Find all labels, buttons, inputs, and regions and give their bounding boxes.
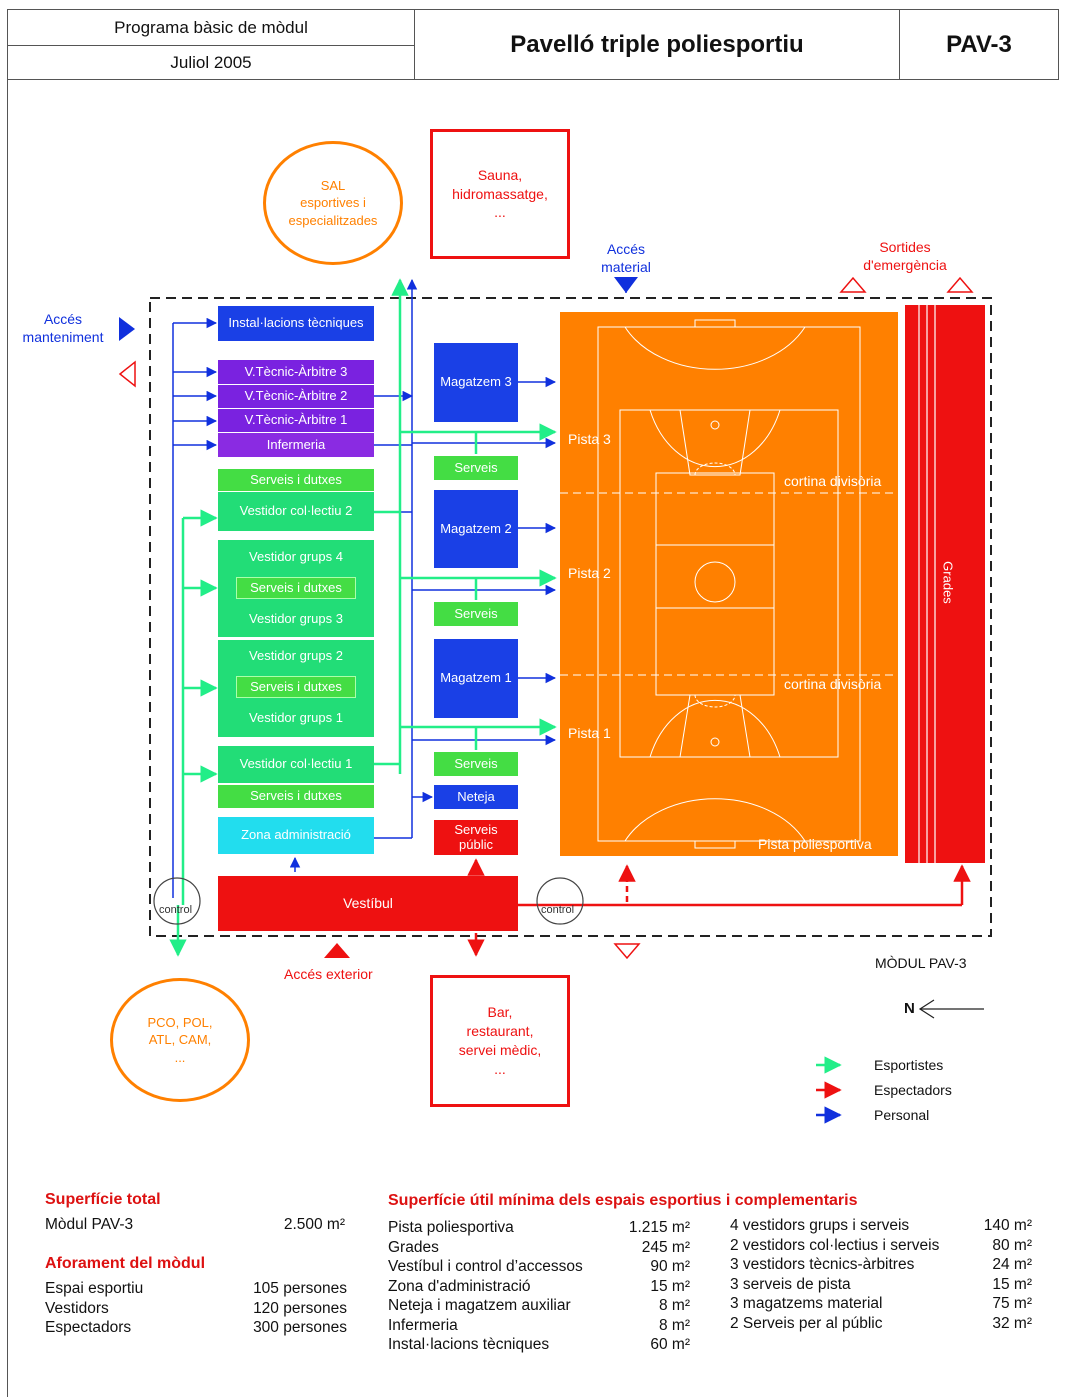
aforament-row-value: 120 persones bbox=[253, 1299, 347, 1317]
aforament-row-value: 300 persones bbox=[253, 1319, 347, 1336]
infermeria-label: Infermeria bbox=[266, 436, 326, 452]
util-row bbox=[730, 1236, 1032, 1256]
aforament-row-label: Espai esportiu bbox=[45, 1280, 144, 1297]
util-row-value: 80 m² bbox=[992, 1236, 1032, 1254]
serveis-box-1 bbox=[434, 752, 518, 776]
vestidor-col-1-box bbox=[218, 746, 374, 783]
acces-material-line-2: material bbox=[601, 258, 651, 275]
vta2-box bbox=[218, 385, 374, 408]
util-row-label: 3 vestidors tècnics-àrbitres bbox=[730, 1256, 915, 1273]
util-row-label: Pista poliesportiva bbox=[388, 1219, 514, 1236]
util-row-value: 90 m² bbox=[650, 1258, 690, 1275]
util-row bbox=[388, 1257, 690, 1277]
magatzem-1-box bbox=[434, 639, 518, 718]
vestidor-grups-2-label: Vestidor grups 2 bbox=[249, 648, 343, 663]
serveis-box-3 bbox=[434, 456, 518, 480]
neteja-label: Neteja bbox=[457, 788, 495, 804]
util-row bbox=[388, 1238, 690, 1258]
util-row-value: 8 m² bbox=[659, 1297, 690, 1314]
acces-material-triangle bbox=[614, 277, 638, 293]
pista-poliesportiva-label: Pista poliesportiva bbox=[758, 836, 872, 852]
serveis-public-line-2: públic bbox=[459, 836, 493, 852]
magatzem-3-box bbox=[434, 343, 518, 422]
aforament-row bbox=[45, 1318, 347, 1338]
vta2-label: V.Tècnic-Àrbitre 2 bbox=[244, 388, 348, 404]
magatzem-2-box bbox=[434, 490, 518, 568]
util-row-value: 8 m² bbox=[659, 1316, 690, 1334]
sortides-line-2: d'emergència bbox=[863, 256, 947, 273]
infermeria-box bbox=[218, 433, 374, 457]
superficie-total-row-label: Mòdul PAV-3 bbox=[45, 1216, 134, 1233]
superficie-util-title: Superfície útil mínima dels espais esportius i complementaris bbox=[388, 1192, 858, 1209]
bar-box bbox=[430, 975, 570, 1107]
sauna-line-3: ... bbox=[494, 204, 506, 221]
util-row-value: 24 m² bbox=[992, 1256, 1032, 1273]
util-row bbox=[730, 1255, 1032, 1275]
util-row-label: Grades bbox=[388, 1238, 439, 1256]
header-date: Juliol 2005 bbox=[170, 52, 252, 72]
util-row-value: 1.215 m² bbox=[628, 1219, 690, 1236]
vta3-label: V.Tècnic-Àrbitre 3 bbox=[244, 363, 348, 379]
serveis-dutxes-mid1-label: Serveis i dutxes bbox=[250, 579, 342, 595]
serveis-3-label: Serveis bbox=[454, 459, 498, 475]
aforament-row bbox=[45, 1299, 347, 1319]
control-label-right: control bbox=[541, 904, 575, 916]
control-label-left: control bbox=[159, 904, 193, 916]
util-row bbox=[388, 1218, 690, 1238]
aforament-row-value: 105 persones bbox=[253, 1280, 347, 1297]
util-row-value: 32 m² bbox=[992, 1314, 1032, 1332]
serveis-dutxes-box-top bbox=[218, 469, 374, 491]
bar-line-2: restaurant, bbox=[466, 1023, 534, 1040]
vta1-label: V.Tècnic-Àrbitre 1 bbox=[244, 412, 348, 428]
acces-material-line-1: Accés bbox=[606, 241, 646, 257]
vestidor-col-1-label: Vestidor col·lectiu 1 bbox=[239, 756, 353, 772]
bar-line-1: Bar, bbox=[487, 1004, 513, 1021]
util-row bbox=[730, 1275, 1032, 1295]
util-row-label: Infermeria bbox=[388, 1316, 458, 1334]
vestidor-col-2-label: Vestidor col·lectiu 2 bbox=[239, 503, 353, 519]
serveis-dutxes-top-label: Serveis i dutxes bbox=[250, 471, 342, 487]
sal-circle bbox=[263, 141, 403, 265]
util-row-label: Instal·lacions tècniques bbox=[388, 1336, 550, 1353]
module-code: PAV-3 bbox=[946, 30, 1012, 58]
serveis-dutxes-bottom-label: Serveis i dutxes bbox=[250, 788, 342, 804]
emergency-exit-triangle-bottom bbox=[615, 944, 639, 958]
superficie-util-table-left bbox=[388, 1218, 690, 1355]
superficie-total-row-value: 2.500 m² bbox=[283, 1216, 345, 1233]
util-row-label: 4 vestidors grups i serveis bbox=[730, 1217, 910, 1234]
vestidor-col-2-box bbox=[218, 492, 374, 531]
vestidor-grups-4-label: Vestidor grups 4 bbox=[249, 549, 343, 564]
util-row-value: 15 m² bbox=[650, 1277, 690, 1295]
util-row bbox=[730, 1314, 1032, 1334]
sauna-line-2: hidromassatge, bbox=[452, 185, 548, 202]
pco-line-1: PCO, POL, bbox=[147, 1014, 213, 1030]
util-row-value: 60 m² bbox=[650, 1336, 690, 1353]
util-row bbox=[388, 1316, 690, 1336]
serveis-2-label: Serveis bbox=[454, 605, 498, 621]
vta3-box bbox=[218, 360, 374, 384]
acces-material-label bbox=[594, 241, 658, 276]
sal-line-2: esportives i bbox=[300, 195, 366, 211]
neteja-box bbox=[434, 785, 518, 809]
util-row-value: 75 m² bbox=[992, 1295, 1032, 1312]
superficie-util-table-right bbox=[730, 1216, 1032, 1333]
cortina-label-top: cortina divisòria bbox=[784, 473, 882, 489]
serveis-dutxes-mid2-label: Serveis i dutxes bbox=[250, 678, 342, 694]
vestibul-box bbox=[218, 876, 518, 931]
legend-personal: Personal bbox=[874, 1107, 930, 1123]
north-label: N bbox=[904, 1000, 915, 1017]
cortina-label-bottom: cortina divisòria bbox=[784, 676, 882, 692]
util-row-label: 2 Serveis per al públic bbox=[730, 1314, 883, 1332]
pista-2-label: Pista 2 bbox=[568, 565, 611, 581]
page-title: Pavelló triple poliesportiu bbox=[510, 30, 804, 58]
util-row-label: 3 serveis de pista bbox=[730, 1275, 851, 1293]
pco-line-2: ATL, CAM, bbox=[148, 1032, 212, 1048]
aforament-title: Aforament del mòdul bbox=[45, 1255, 206, 1272]
legend-espectadors: Espectadors bbox=[874, 1082, 952, 1098]
superficie-total-title: Superfície total bbox=[45, 1191, 161, 1208]
pista-3-label: Pista 3 bbox=[568, 431, 611, 447]
util-row bbox=[388, 1335, 690, 1355]
sauna-box bbox=[430, 129, 570, 259]
util-row bbox=[388, 1277, 690, 1297]
vestidor-grups-1-label: Vestidor grups 1 bbox=[249, 710, 343, 725]
magatzem-2-label: Magatzem 2 bbox=[440, 520, 512, 536]
bar-line-4: ... bbox=[494, 1060, 506, 1077]
program-label: Programa bàsic de mòdul bbox=[114, 18, 308, 37]
installacions-label: Instal·lacions tècniques bbox=[228, 315, 364, 331]
acces-manteniment-triangle bbox=[119, 317, 135, 341]
emergency-exit-triangle-left bbox=[120, 362, 135, 386]
util-row-label: Zona d'administració bbox=[388, 1277, 531, 1295]
serveis-1-label: Serveis bbox=[454, 755, 498, 771]
personal-flow-left bbox=[173, 323, 216, 898]
aforament-row-label: Espectadors bbox=[45, 1319, 132, 1336]
aforament-table bbox=[45, 1279, 347, 1338]
sal-line-3: especialitzades bbox=[288, 212, 378, 228]
sauna-line-1: Sauna, bbox=[477, 166, 523, 183]
emergency-exit-triangle-2 bbox=[948, 278, 972, 292]
aforament-row-label: Vestidors bbox=[45, 1299, 109, 1317]
zona-administracio-label: Zona administració bbox=[241, 827, 351, 843]
installacions-tecniques-box bbox=[218, 306, 374, 341]
legend-arrows bbox=[816, 1065, 840, 1115]
util-row bbox=[388, 1296, 690, 1316]
acces-manteniment-line-2: manteniment bbox=[22, 328, 104, 345]
util-row-label: 2 vestidors col·lectius i serveis bbox=[730, 1236, 940, 1254]
serveis-dutxes-box-bottom bbox=[218, 785, 374, 808]
pista-poliesportiva-area bbox=[560, 312, 898, 856]
aforament-row bbox=[45, 1279, 347, 1299]
acces-manteniment-line-1: Accés bbox=[43, 311, 83, 327]
vta1-box bbox=[218, 409, 374, 432]
sortides-line-1: Sortides bbox=[879, 239, 931, 255]
serveis-public-line-1: Serveis bbox=[454, 822, 498, 838]
superficie-total-table bbox=[45, 1215, 345, 1235]
sal-line-1: SAL bbox=[320, 177, 346, 193]
util-row-value: 140 m² bbox=[983, 1217, 1032, 1234]
util-row bbox=[730, 1216, 1032, 1236]
control-circle-right bbox=[537, 878, 583, 924]
util-row bbox=[730, 1294, 1032, 1314]
grades-label: Grades bbox=[940, 561, 956, 604]
pco-line-3: ... bbox=[174, 1049, 186, 1065]
zona-administracio-box bbox=[218, 817, 374, 854]
vestidor-grups-3-label: Vestidor grups 3 bbox=[249, 611, 343, 626]
util-row-label: 3 magatzems material bbox=[730, 1295, 883, 1312]
magatzem-1-label: Magatzem 1 bbox=[440, 670, 512, 686]
legend-esportistes: Esportistes bbox=[874, 1057, 944, 1073]
util-row-value: 15 m² bbox=[992, 1275, 1032, 1293]
pco-circle bbox=[110, 978, 250, 1102]
magatzem-3-label: Magatzem 3 bbox=[440, 374, 512, 390]
serveis-dutxes-box-mid1 bbox=[236, 577, 356, 599]
vestibul-label: Vestíbul bbox=[343, 894, 393, 911]
util-row-label: Neteja i magatzem auxiliar bbox=[388, 1297, 571, 1314]
util-row-label: Vestíbul i control d’accessos bbox=[388, 1258, 583, 1275]
superficie-total-row bbox=[45, 1215, 345, 1235]
serveis-public-box bbox=[434, 820, 518, 855]
acces-exterior-triangle bbox=[324, 943, 350, 958]
serveis-box-2 bbox=[434, 602, 518, 626]
serveis-dutxes-box-mid2 bbox=[236, 676, 356, 698]
bar-line-3: servei mèdic, bbox=[458, 1042, 542, 1058]
pista-1-label: Pista 1 bbox=[568, 725, 611, 741]
sortides-emergencia-label bbox=[850, 239, 960, 274]
util-row-value: 245 m² bbox=[641, 1238, 690, 1256]
acces-exterior-label: Accés exterior bbox=[284, 966, 373, 982]
modul-label: MÒDUL PAV-3 bbox=[875, 955, 967, 971]
acces-manteniment-label bbox=[10, 311, 116, 346]
emergency-exit-triangle-1 bbox=[841, 278, 865, 292]
